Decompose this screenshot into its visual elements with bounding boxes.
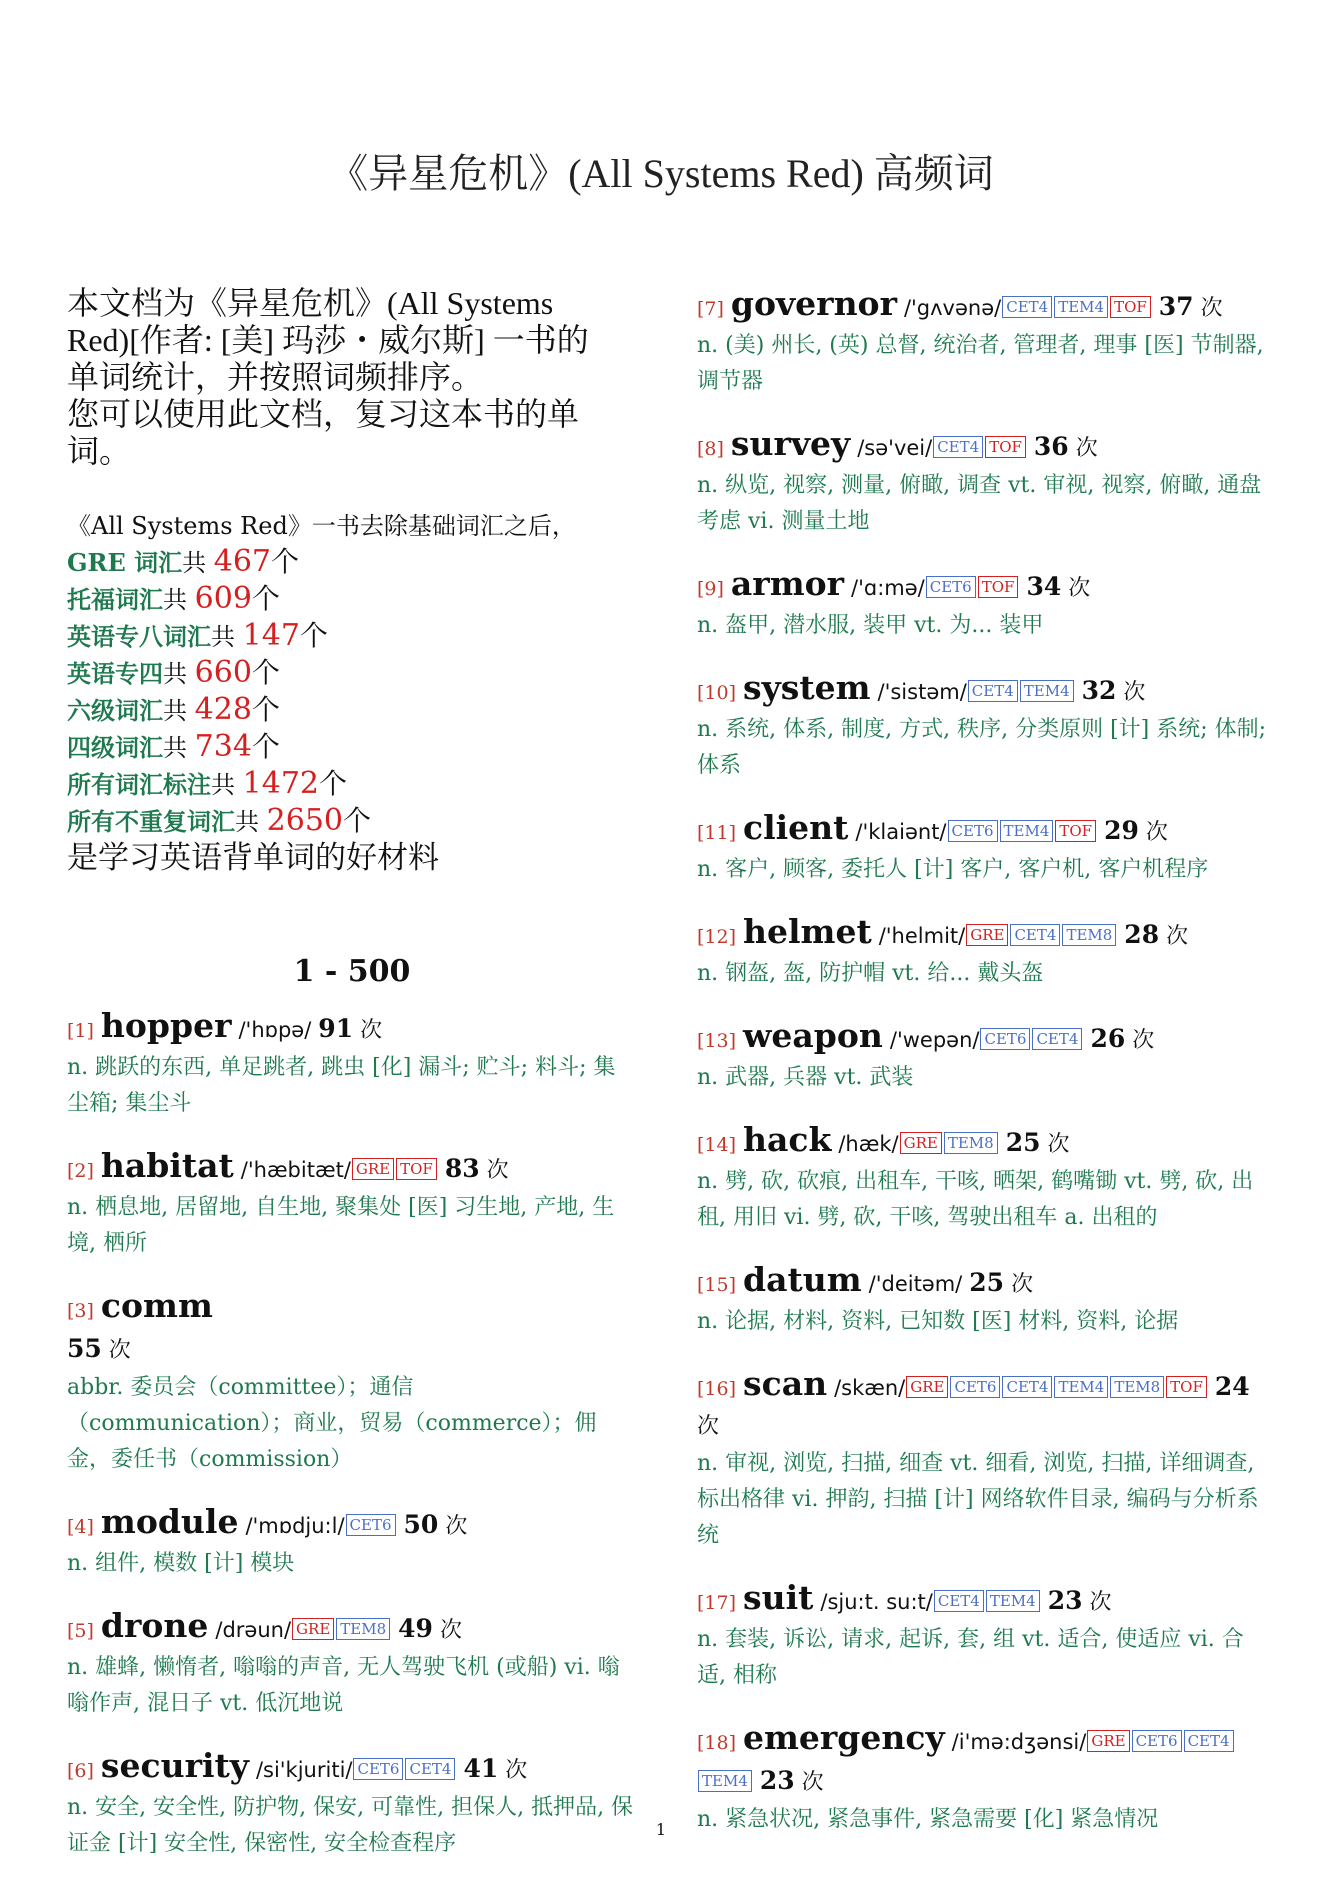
exam-tag: CET6 — [926, 576, 976, 598]
frequency-count: 24 — [1214, 1372, 1250, 1401]
phonetic: /hæk/ — [838, 1132, 899, 1156]
stat-label: 所有词汇标注 — [67, 770, 211, 799]
headword: datum — [743, 1260, 862, 1299]
exam-tag: GRE — [292, 1618, 334, 1640]
exam-tag: TEM4 — [986, 1590, 1040, 1612]
stat-label: 六级词汇 — [67, 696, 163, 725]
word-list-left — [67, 1007, 637, 1862]
exam-tag: TOF — [1110, 296, 1151, 318]
entry-index: [4] — [67, 1516, 94, 1538]
frequency-count: 50 — [403, 1510, 439, 1539]
frequency-unit: 次 — [1166, 924, 1189, 949]
phonetic: /sju:t. su:t/ — [820, 1590, 933, 1614]
left-column — [67, 285, 637, 1887]
stat-label: 英语专八词汇 — [67, 622, 211, 651]
entry-header — [697, 809, 1269, 852]
entry-index: [1] — [67, 1020, 94, 1042]
phonetic: /'helmit/ — [878, 924, 966, 948]
word-entry — [697, 285, 1269, 400]
entry-header — [67, 1607, 637, 1650]
definition: n. 安全, 安全性, 防护物, 保安, 可靠性, 担保人, 抵押品, 保证金 [计] 安全性, 保密性, 安全检查程序 — [67, 1795, 634, 1856]
stat-unit: 个 — [251, 693, 280, 726]
stat-label: 托福词汇 — [67, 585, 163, 614]
frequency-count: 91 — [318, 1014, 354, 1043]
exam-tag: CET4 — [1032, 1028, 1082, 1050]
frequency-count: 29 — [1104, 816, 1139, 845]
entry-index: [14] — [697, 1134, 737, 1156]
word-entry — [67, 1607, 637, 1722]
stat-row — [67, 618, 637, 655]
intro-line: 您可以使用此文档，复习这本书的单 — [67, 396, 580, 432]
frequency-count: 26 — [1090, 1024, 1126, 1053]
exam-tag: GRE — [906, 1376, 948, 1398]
headword: system — [743, 668, 871, 707]
entry-header — [697, 669, 1269, 712]
exam-tag: TOF — [978, 576, 1019, 598]
headword: helmet — [743, 912, 872, 951]
definition: n. 审视, 浏览, 扫描, 细查 vt. 细看, 浏览, 扫描, 详细调查, 标出格律 vi. 押韵, 扫描 [计] 网络软件目录, 编码与分析系统 — [697, 1451, 1259, 1548]
exam-tag: GRE — [966, 924, 1008, 946]
word-list-right — [697, 285, 1269, 1838]
exam-tag: CET4 — [968, 680, 1018, 702]
exam-tag: TEM8 — [944, 1132, 998, 1154]
entry-index: [8] — [697, 438, 724, 460]
entry-index: [11] — [697, 822, 737, 844]
exam-tag: CET4 — [1002, 1376, 1052, 1398]
exam-tag: TEM4 — [1054, 1376, 1108, 1398]
stat-count: 147 — [242, 618, 300, 653]
exam-tag: TEM4 — [1054, 296, 1108, 318]
stats-heading: 《All Systems Red》一书去除基础词汇之后， — [67, 512, 576, 540]
frequency-unit: 次 — [486, 1158, 509, 1183]
headword: client — [743, 808, 849, 847]
exam-tag: TEM4 — [1020, 680, 1074, 702]
stat-row — [67, 692, 637, 729]
exam-tag: GRE — [900, 1132, 942, 1154]
stat-row — [67, 655, 637, 692]
stat-count: 2650 — [266, 803, 343, 838]
headword: emergency — [743, 1718, 945, 1757]
frequency-unit: 次 — [360, 1018, 383, 1043]
entry-header — [697, 425, 1269, 468]
definition: n. 钢盔, 盔, 防护帽 vt. 给... 戴头盔 — [697, 961, 1044, 986]
frequency-count: 55 — [67, 1334, 102, 1363]
frequency-count: 41 — [463, 1754, 499, 1783]
frequency-unit: 次 — [1075, 436, 1098, 461]
exam-tag: TOF — [1055, 820, 1096, 842]
exam-tag: TEM8 — [1062, 924, 1116, 946]
stat-unit: 个 — [251, 730, 280, 763]
entry-index: [3] — [67, 1300, 94, 1322]
definition: n. 论据, 材料, 资料, 已知数 [医] 材料, 资料, 论据 — [697, 1309, 1179, 1334]
frequency-unit: 次 — [505, 1758, 528, 1783]
entry-index: [2] — [67, 1160, 94, 1182]
phonetic: /'hæbitæt/ — [240, 1158, 351, 1182]
frequency-unit: 次 — [108, 1338, 131, 1363]
entry-index: [5] — [67, 1620, 94, 1642]
stat-connector: 共 — [211, 623, 235, 651]
word-entry — [697, 1579, 1269, 1694]
frequency-count: 36 — [1033, 432, 1069, 461]
entry-header — [67, 1007, 637, 1050]
exam-tag: CET6 — [950, 1376, 1000, 1398]
definition: n. 组件, 模数 [计] 模块 — [67, 1551, 295, 1576]
definition: n. 跳跃的东西, 单足跳者, 跳虫 [化] 漏斗; 贮斗; 料斗; 集尘箱; 集尘斗 — [67, 1055, 616, 1116]
phonetic: /'gʌvənə/ — [903, 296, 1002, 320]
definition: n. 栖息地, 居留地, 自生地, 聚集处 [医] 习生地, 产地, 生境, 栖所 — [67, 1195, 615, 1256]
entry-header — [697, 285, 1269, 328]
phonetic: /sə'vei/ — [857, 436, 933, 460]
frequency-count: 23 — [759, 1766, 795, 1795]
headword: survey — [730, 424, 851, 463]
exam-tag: CET6 — [948, 820, 998, 842]
entry-index: [16] — [697, 1378, 737, 1400]
definition: n. 盔甲, 潜水服, 装甲 vt. 为... 装甲 — [697, 613, 1044, 638]
entry-index: [17] — [697, 1592, 737, 1614]
phonetic: /drəun/ — [215, 1618, 292, 1642]
exam-tag: GRE — [1087, 1730, 1129, 1752]
entry-index: [6] — [67, 1760, 94, 1782]
word-entry — [67, 1147, 637, 1262]
frequency-unit: 次 — [1068, 576, 1091, 601]
word-entry — [697, 565, 1269, 644]
frequency-unit: 次 — [1047, 1132, 1070, 1157]
stat-row — [67, 544, 637, 581]
definition: n. 系统, 体系, 制度, 方式, 秩序, 分类原则 [计] 系统; 体制; 体系 — [697, 717, 1267, 778]
frequency-unit: 次 — [697, 1414, 720, 1439]
entry-header — [67, 1747, 637, 1790]
stat-count: 467 — [213, 544, 271, 579]
stat-count: 1472 — [242, 766, 319, 801]
exam-tag: CET6 — [1132, 1730, 1182, 1752]
phonetic: /'ɑ:mə/ — [851, 576, 925, 600]
entry-header — [697, 1365, 1269, 1446]
stat-label: 四级词汇 — [67, 733, 163, 762]
exam-tag: CET4 — [933, 436, 983, 458]
stat-unit: 个 — [299, 619, 328, 652]
entry-header — [67, 1287, 637, 1370]
exam-tag: TOF — [396, 1158, 437, 1180]
frequency-unit: 次 — [439, 1618, 462, 1643]
headword: armor — [730, 564, 845, 603]
definition: abbr. 委员会（committee）；通信（communication）；商业，贸易（commerce）；佣金，委任书（commission） — [67, 1375, 597, 1472]
exam-tag: TEM4 — [1000, 820, 1054, 842]
stat-count: 660 — [194, 655, 252, 690]
exam-tag: CET6 — [353, 1758, 403, 1780]
frequency-count: 49 — [398, 1614, 433, 1643]
frequency-count: 34 — [1026, 572, 1062, 601]
frequency-unit: 次 — [1123, 680, 1146, 705]
definition: n. 雄蜂, 懒惰者, 嗡嗡的声音, 无人驾驶飞机 (或船) vi. 嗡嗡作声, 混日子 vt. 低沉地说 — [67, 1655, 620, 1716]
frequency-count: 32 — [1081, 676, 1117, 705]
phonetic: /skæn/ — [834, 1376, 906, 1400]
stat-connector: 共 — [182, 549, 207, 577]
phonetic: /'mɒdju:l/ — [245, 1514, 345, 1538]
word-entry — [697, 1261, 1269, 1340]
word-entry — [67, 1503, 637, 1582]
stat-unit: 个 — [271, 545, 300, 578]
entry-index: [12] — [697, 926, 737, 948]
definition: n. 纵览, 视察, 测量, 俯瞰, 调查 vt. 审视, 视察, 俯瞰, 通盘考虑 vi. 测量土地 — [697, 473, 1262, 534]
phonetic: /'sistəm/ — [877, 680, 967, 704]
intro-paragraph — [67, 285, 637, 470]
stat-unit: 个 — [343, 804, 372, 837]
intro-line: 单词统计，并按照词频排序。 — [67, 359, 484, 395]
entry-header — [697, 1719, 1269, 1802]
entry-index: [18] — [697, 1732, 737, 1754]
stat-count: 428 — [194, 692, 252, 727]
intro-line: Red)[作者: [美] 玛莎・威尔斯] 一书的 — [67, 322, 589, 358]
entry-header — [697, 1261, 1269, 1304]
word-entry — [697, 669, 1269, 784]
vocabulary-stats — [67, 508, 637, 876]
page-number: 1 — [655, 1820, 667, 1839]
phonetic: /si'kjuriti/ — [255, 1758, 353, 1782]
exam-tag: CET6 — [980, 1028, 1030, 1050]
exam-tag: TOF — [985, 436, 1026, 458]
word-entry — [697, 913, 1269, 992]
stat-row — [67, 729, 637, 766]
definition: n. (美) 州长, (英) 总督, 统治者, 管理者, 理事 [医] 节制器, 调节器 — [697, 333, 1264, 394]
exam-tag: TEM8 — [336, 1618, 390, 1640]
entry-header — [697, 1017, 1269, 1060]
frequency-unit: 次 — [1132, 1028, 1155, 1053]
stat-unit: 个 — [319, 767, 348, 800]
stat-connector: 共 — [163, 697, 187, 725]
exam-tag: TEM4 — [698, 1770, 752, 1792]
headword: hopper — [100, 1006, 232, 1045]
headword: drone — [100, 1606, 209, 1645]
definition: n. 武器, 兵器 vt. 武装 — [697, 1065, 914, 1090]
entry-header — [697, 1121, 1269, 1164]
range-heading: 1 - 500 — [293, 954, 411, 989]
definition: n. 紧急状况, 紧急事件, 紧急需要 [化] 紧急情况 — [697, 1807, 1159, 1832]
entry-index: [10] — [697, 682, 737, 704]
stat-label: 所有不重复词汇 — [67, 807, 235, 836]
exam-tag: TOF — [1166, 1376, 1207, 1398]
exam-tag: CET6 — [346, 1514, 396, 1536]
phonetic: /'wepən/ — [889, 1028, 980, 1052]
stat-connector: 共 — [163, 586, 187, 614]
stat-label: GRE 词汇 — [67, 548, 183, 577]
frequency-unit: 次 — [1089, 1590, 1112, 1615]
frequency-unit: 次 — [801, 1770, 824, 1795]
frequency-count: 28 — [1124, 920, 1160, 949]
right-column — [697, 285, 1269, 1863]
word-entry — [67, 1007, 637, 1122]
phonetic: /'hɒpə/ — [238, 1018, 312, 1042]
intro-line: 本文档为《异星危机》(All Systems — [67, 285, 554, 321]
entry-header — [67, 1147, 637, 1190]
stat-row — [67, 581, 637, 618]
headword: weapon — [743, 1016, 883, 1055]
exam-tag: CET4 — [1010, 924, 1060, 946]
entry-index: [7] — [697, 298, 724, 320]
stat-row — [67, 766, 637, 803]
entry-header — [697, 1579, 1269, 1622]
stat-connector: 共 — [211, 771, 235, 799]
frequency-unit: 次 — [445, 1514, 468, 1539]
frequency-count: 23 — [1047, 1586, 1083, 1615]
entry-header — [697, 913, 1269, 956]
word-entry — [697, 1365, 1269, 1554]
definition: n. 劈, 砍, 砍痕, 出租车, 干咳, 晒架, 鹤嘴锄 vt. 劈, 砍, 出租, 用旧 vi. 劈, 砍, 干咳, 驾驶出租车 a. 出租的 — [697, 1169, 1254, 1230]
headword: comm — [100, 1286, 213, 1325]
word-entry — [697, 1121, 1269, 1236]
headword: habitat — [100, 1146, 234, 1185]
intro-line: 词。 — [67, 433, 132, 469]
stat-unit: 个 — [251, 656, 280, 689]
word-entry — [697, 425, 1269, 540]
word-entry — [697, 1017, 1269, 1096]
frequency-count: 83 — [444, 1154, 480, 1183]
phonetic: /'deitəm/ — [868, 1272, 963, 1296]
headword: security — [100, 1746, 249, 1785]
entry-index: [9] — [697, 578, 724, 600]
page-title: 《异星危机》(All Systems Red) 高频词 — [328, 151, 994, 196]
frequency-count: 37 — [1158, 292, 1194, 321]
word-entry — [697, 809, 1269, 888]
frequency-unit: 次 — [1200, 296, 1223, 321]
exam-tag: CET4 — [1002, 296, 1052, 318]
entry-index: [15] — [697, 1274, 737, 1296]
exam-tag: TEM8 — [1110, 1376, 1164, 1398]
word-entry — [67, 1747, 637, 1862]
exam-tag: CET4 — [934, 1590, 984, 1612]
definition: n. 套装, 诉讼, 请求, 起诉, 套, 组 vt. 适合, 使适应 vi. 合适, 相称 — [697, 1627, 1244, 1688]
stat-unit: 个 — [251, 582, 280, 615]
headword: module — [100, 1502, 239, 1541]
phonetic: /'klaiənt/ — [855, 820, 947, 844]
stat-count: 609 — [194, 581, 252, 616]
definition: n. 客户, 顾客, 委托人 [计] 客户, 客户机, 客户机程序 — [697, 857, 1209, 882]
stat-connector: 共 — [163, 660, 187, 688]
frequency-count: 25 — [969, 1268, 1005, 1297]
headword: suit — [743, 1578, 814, 1617]
phonetic: /i'mə:dʒənsi/ — [951, 1730, 1087, 1754]
word-entry — [67, 1287, 637, 1478]
stat-count: 734 — [194, 729, 252, 764]
stat-connector: 共 — [163, 734, 187, 762]
exam-tag: CET4 — [1184, 1730, 1234, 1752]
exam-tag: GRE — [352, 1158, 394, 1180]
frequency-count: 25 — [1005, 1128, 1041, 1157]
entry-header — [67, 1503, 637, 1546]
stat-label: 英语专四 — [67, 659, 163, 688]
stats-tail: 是学习英语背单词的好材料 — [67, 840, 439, 876]
stat-connector: 共 — [235, 808, 259, 836]
headword: hack — [743, 1120, 832, 1159]
headword: governor — [730, 284, 897, 323]
entry-index: [13] — [697, 1030, 737, 1052]
stat-row — [67, 803, 637, 840]
frequency-unit: 次 — [1145, 820, 1168, 845]
headword: scan — [743, 1364, 828, 1403]
entry-header — [697, 565, 1269, 608]
frequency-unit: 次 — [1011, 1272, 1034, 1297]
exam-tag: CET4 — [405, 1758, 455, 1780]
